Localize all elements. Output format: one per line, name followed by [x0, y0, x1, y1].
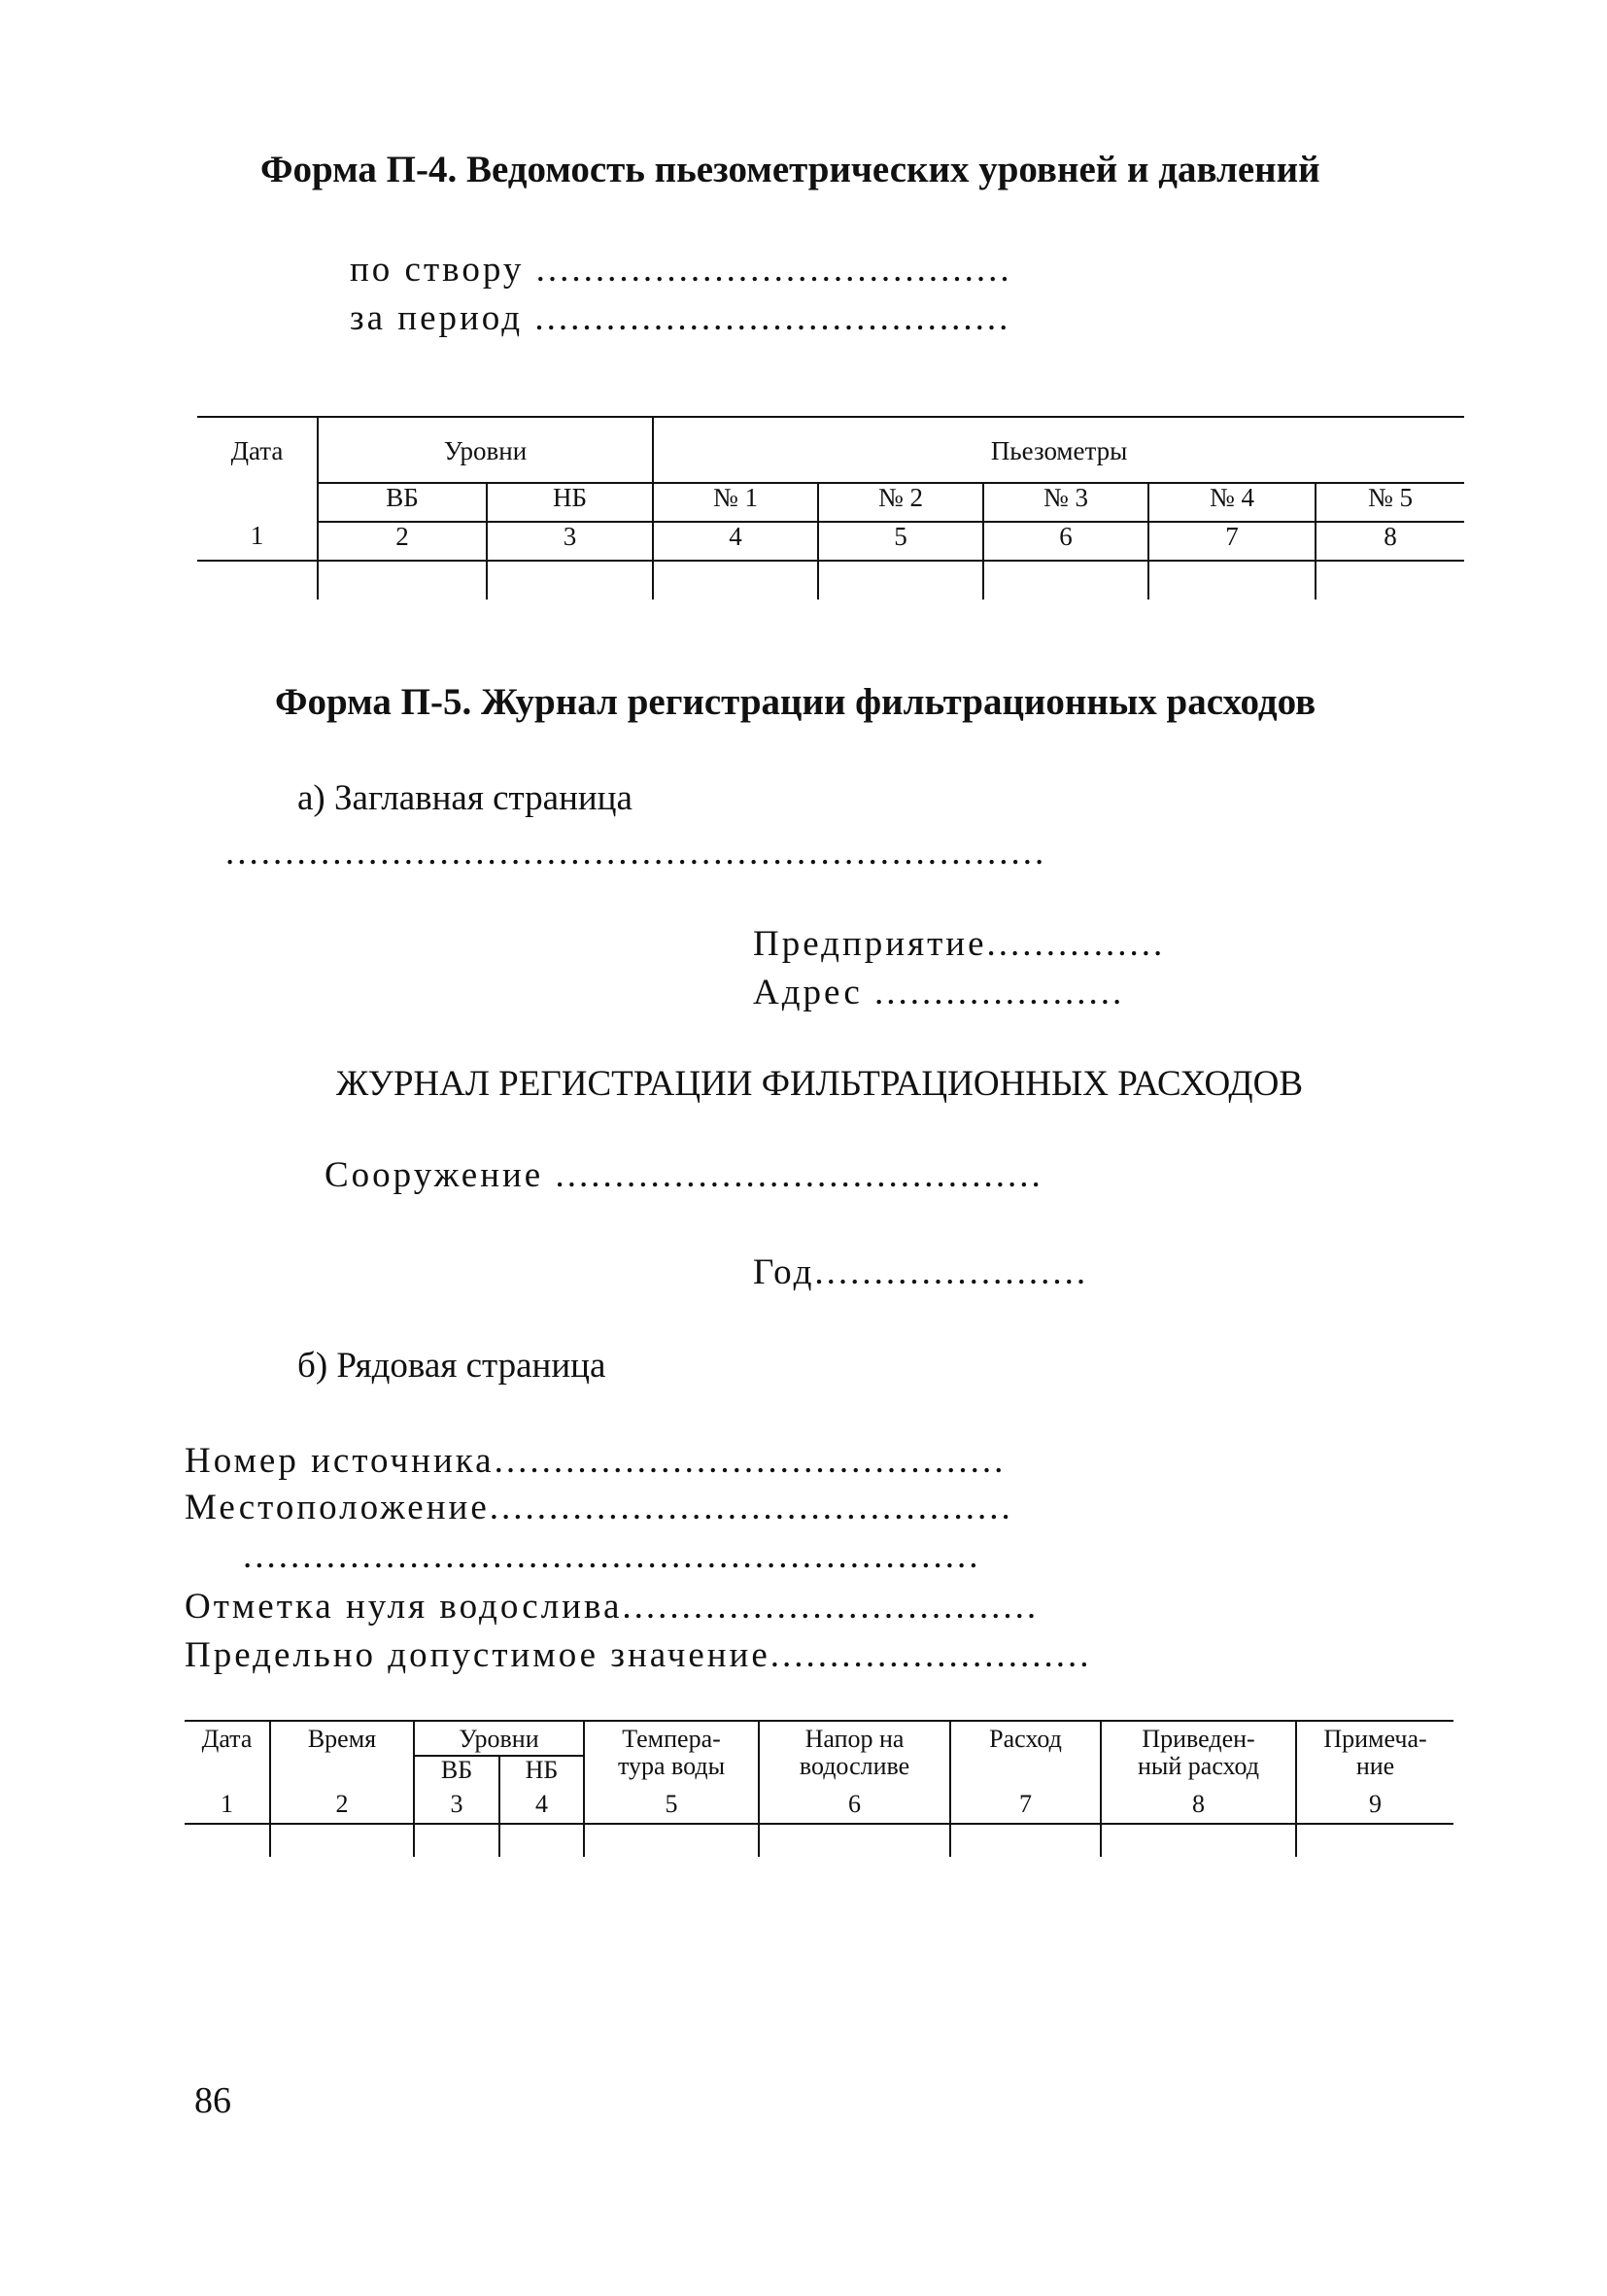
location-line: Местоположение............................................ [185, 1488, 1013, 1527]
num-9: 9 [1296, 1791, 1453, 1824]
piezometer-table [197, 416, 1464, 600]
col-flow: Расход [950, 1721, 1101, 1791]
num-4: 4 [499, 1791, 584, 1824]
num-6: 6 [759, 1791, 950, 1824]
num-2: 2 [270, 1791, 414, 1824]
col-levels: Уровни [318, 417, 653, 483]
page-number: 86 [194, 2080, 231, 2121]
num-7: 7 [950, 1791, 1101, 1824]
col-p1: № 1 [653, 483, 818, 522]
col-p3: № 3 [983, 483, 1148, 522]
weir-zero-line: Отметка нуля водослива................................... [185, 1587, 1040, 1627]
filtration-table [185, 1720, 1453, 1857]
col-p4: № 4 [1148, 483, 1316, 522]
journal-heading: ЖУРНАЛ РЕГИСТРАЦИИ ФИЛЬТРАЦИОННЫХ РАСХОДОВ [336, 1064, 1304, 1104]
num-1: 1 [197, 522, 318, 561]
row-page-label: б) Рядовая страница [297, 1346, 606, 1386]
form5-title: Форма П-5. Журнал регистрации фильтрационных расходов [275, 681, 1316, 723]
num-1: 1 [185, 1791, 270, 1824]
col-nb: НБ [487, 483, 653, 522]
col-p5: № 5 [1316, 483, 1464, 522]
num-4: 4 [653, 522, 818, 561]
title-page-label: а) Заглавная страница [297, 778, 633, 818]
col-water-temp: Темпера- тура воды [584, 1721, 759, 1791]
form4-title: Форма П-4. Ведомость пьезометрических уровней и давлений [260, 149, 1320, 190]
col-reduced-flow: Приведен- ный расход [1101, 1721, 1296, 1791]
dotted-line: ..................................................................... [225, 833, 1047, 873]
enterprise-line: Предприятие............... [753, 924, 1166, 964]
num-7: 7 [1148, 522, 1316, 561]
source-number-line: Номер источника........................................... [185, 1441, 1007, 1481]
col-p2: № 2 [818, 483, 983, 522]
year-line: Год....................... [753, 1252, 1089, 1292]
num-3: 3 [487, 522, 653, 561]
col-time: Время [270, 1721, 414, 1791]
col-date: Дата [185, 1721, 270, 1791]
col-levels: Уровни [414, 1721, 584, 1756]
num-2: 2 [318, 522, 487, 561]
col-nb: НБ [499, 1756, 584, 1791]
num-8: 8 [1316, 522, 1464, 561]
empty-row [197, 561, 1464, 600]
num-3: 3 [414, 1791, 499, 1824]
num-5: 5 [584, 1791, 759, 1824]
empty-row [185, 1824, 1453, 1857]
structure-line: Сооружение ......................................... [325, 1155, 1043, 1195]
location-dots-line: .............................................................. [243, 1536, 981, 1576]
col-weir-head: Напор на водосливе [759, 1721, 950, 1791]
col-date: Дата [197, 417, 318, 522]
max-value-line: Предельно допустимое значение........................... [185, 1635, 1092, 1675]
address-line: Адрес ..................... [753, 973, 1125, 1012]
col-vb: ВБ [318, 483, 487, 522]
num-8: 8 [1101, 1791, 1296, 1824]
col-vb: ВБ [414, 1756, 499, 1791]
num-6: 6 [983, 522, 1148, 561]
form4-line-period: за период ........................................ [350, 298, 1011, 338]
col-note: Примеча- ние [1296, 1721, 1453, 1791]
form4-line-stvor: по створу ........................................ [350, 250, 1012, 290]
num-5: 5 [818, 522, 983, 561]
col-piezometers: Пьезометры [653, 417, 1464, 483]
